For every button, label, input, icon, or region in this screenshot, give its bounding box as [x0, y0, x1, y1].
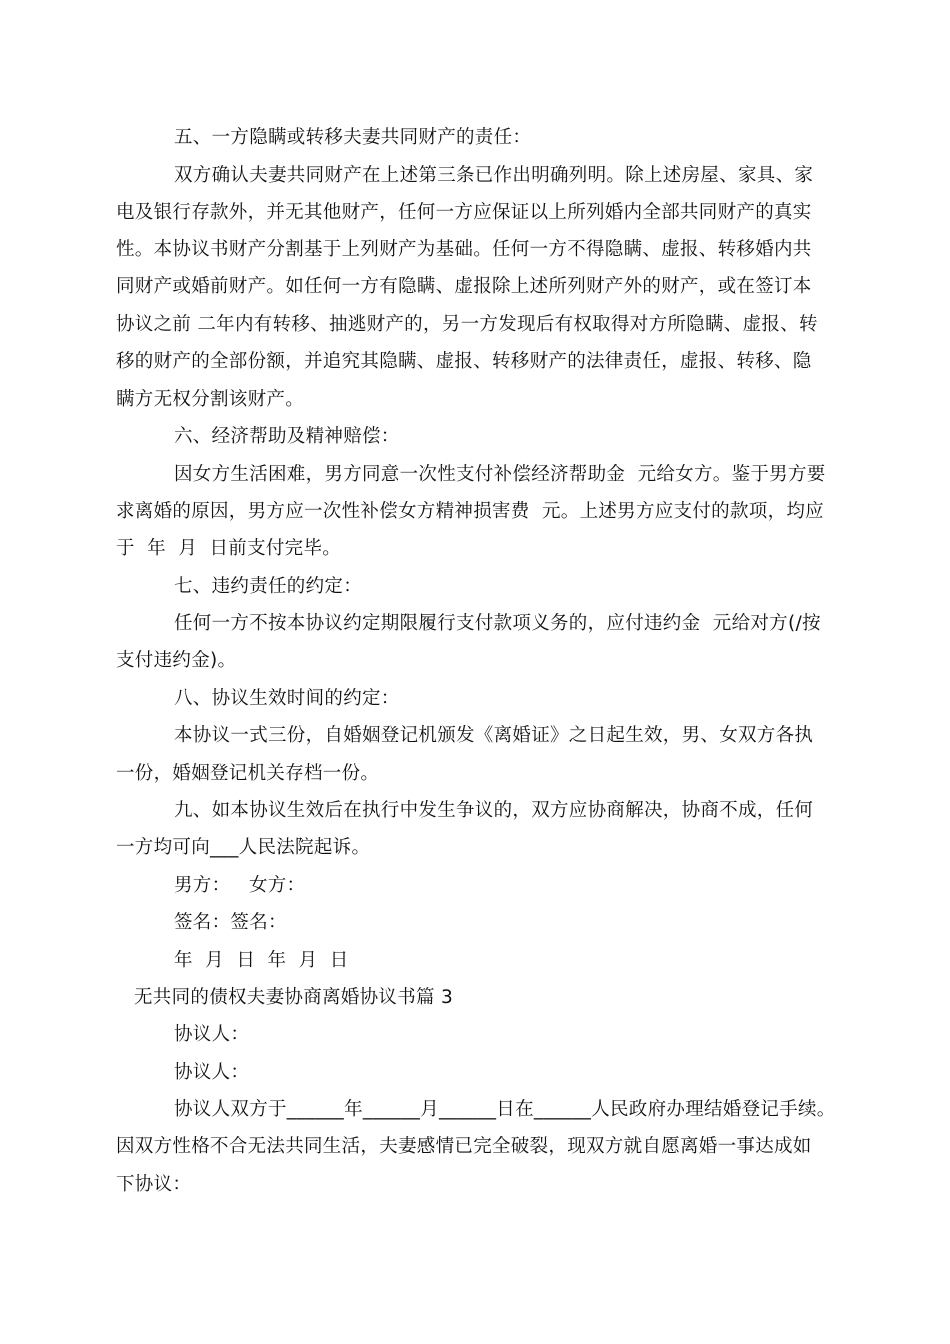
- paragraph-line: 同财产或婚前财产。如任何一方有隐瞒、虚报除上述所列财产外的财产，或在签订本: [116, 276, 812, 297]
- paragraph-line: 协议人双方于______年______月______日在______人民政府办理结婚登记手续。: [174, 1099, 836, 1120]
- paragraph-line: 电及银行存款外，并无其他财产，任何一方应保证以上所列婚内全部共同财产的真实: [116, 202, 812, 223]
- section-6-heading: 六、经济帮助及精神赔偿：: [174, 426, 400, 447]
- paragraph-line: 于 年 月 日前支付完毕。: [116, 538, 342, 559]
- section-7-heading: 七、违约责任的约定：: [174, 576, 363, 597]
- paragraph-line: 性。本协议书财产分割基于上列财产为基础。任何一方不得隐瞒、虚报、转移婚内共: [116, 239, 812, 260]
- paragraph-line: 求离婚的原因，男方应一次性补偿女方精神损害费 元。上述男方应支付的款项，均应: [116, 501, 824, 522]
- signature-names-line: 签名：签名：: [174, 912, 287, 933]
- paragraph-line: 双方确认夫妻共同财产在上述第三条已作出明确列明。除上述房屋、家具、家: [174, 165, 814, 186]
- paragraph-line: 因女方生活困难，男方同意一次性支付补偿经济帮助金 元给女方。鉴于男方要: [174, 464, 826, 485]
- party-line: 协议人：: [174, 1024, 250, 1045]
- paragraph-line: 一份，婚姻登记机关存档一份。: [116, 763, 380, 784]
- paragraph-line: 协议之前 二年内有转移、抽逃财产的，另一方发现后有权取得对方所隐瞒、虚报、转: [116, 314, 818, 335]
- paragraph-line: 一方均可向___人民法院起诉。: [116, 837, 371, 858]
- section-9-heading: 九、如本协议生效后在执行中发生争议的，双方应协商解决，协商不成，任何: [174, 800, 814, 821]
- paragraph-line: 支付违约金)。: [116, 650, 237, 671]
- party-line: 协议人：: [174, 1062, 250, 1083]
- paragraph-line: 移的财产的全部份额，并追究其隐瞒、虚报、转移财产的法律责任，虚报、转移、隐: [116, 351, 812, 372]
- section-5-heading: 五、一方隐瞒或转移夫妻共同财产的责任：: [174, 127, 532, 148]
- section-8-heading: 八、协议生效时间的约定：: [174, 688, 400, 709]
- paragraph-line: 因双方性格不合无法共同生活，夫妻感情已完全破裂，现双方就自愿离婚一事达成如: [116, 1136, 812, 1157]
- paragraph-line: 任何一方不按本协议约定期限履行支付款项义务的，应付违约金 元给对方(/按: [174, 613, 821, 634]
- paragraph-line: 下协议：: [116, 1174, 192, 1195]
- signature-parties-line: 男方： 女方：: [174, 875, 306, 896]
- article-3-title: 无共同的债权夫妻协商离婚协议书篇 3: [134, 987, 454, 1008]
- signature-dates-line: 年 月 日 年 月 日: [174, 950, 349, 971]
- paragraph-line: 本协议一式三份，自婚姻登记机颁发《离婚证》之日起生效，男、女双方各执: [174, 725, 814, 746]
- paragraph-line: 瞒方无权分割该财产。: [116, 389, 305, 410]
